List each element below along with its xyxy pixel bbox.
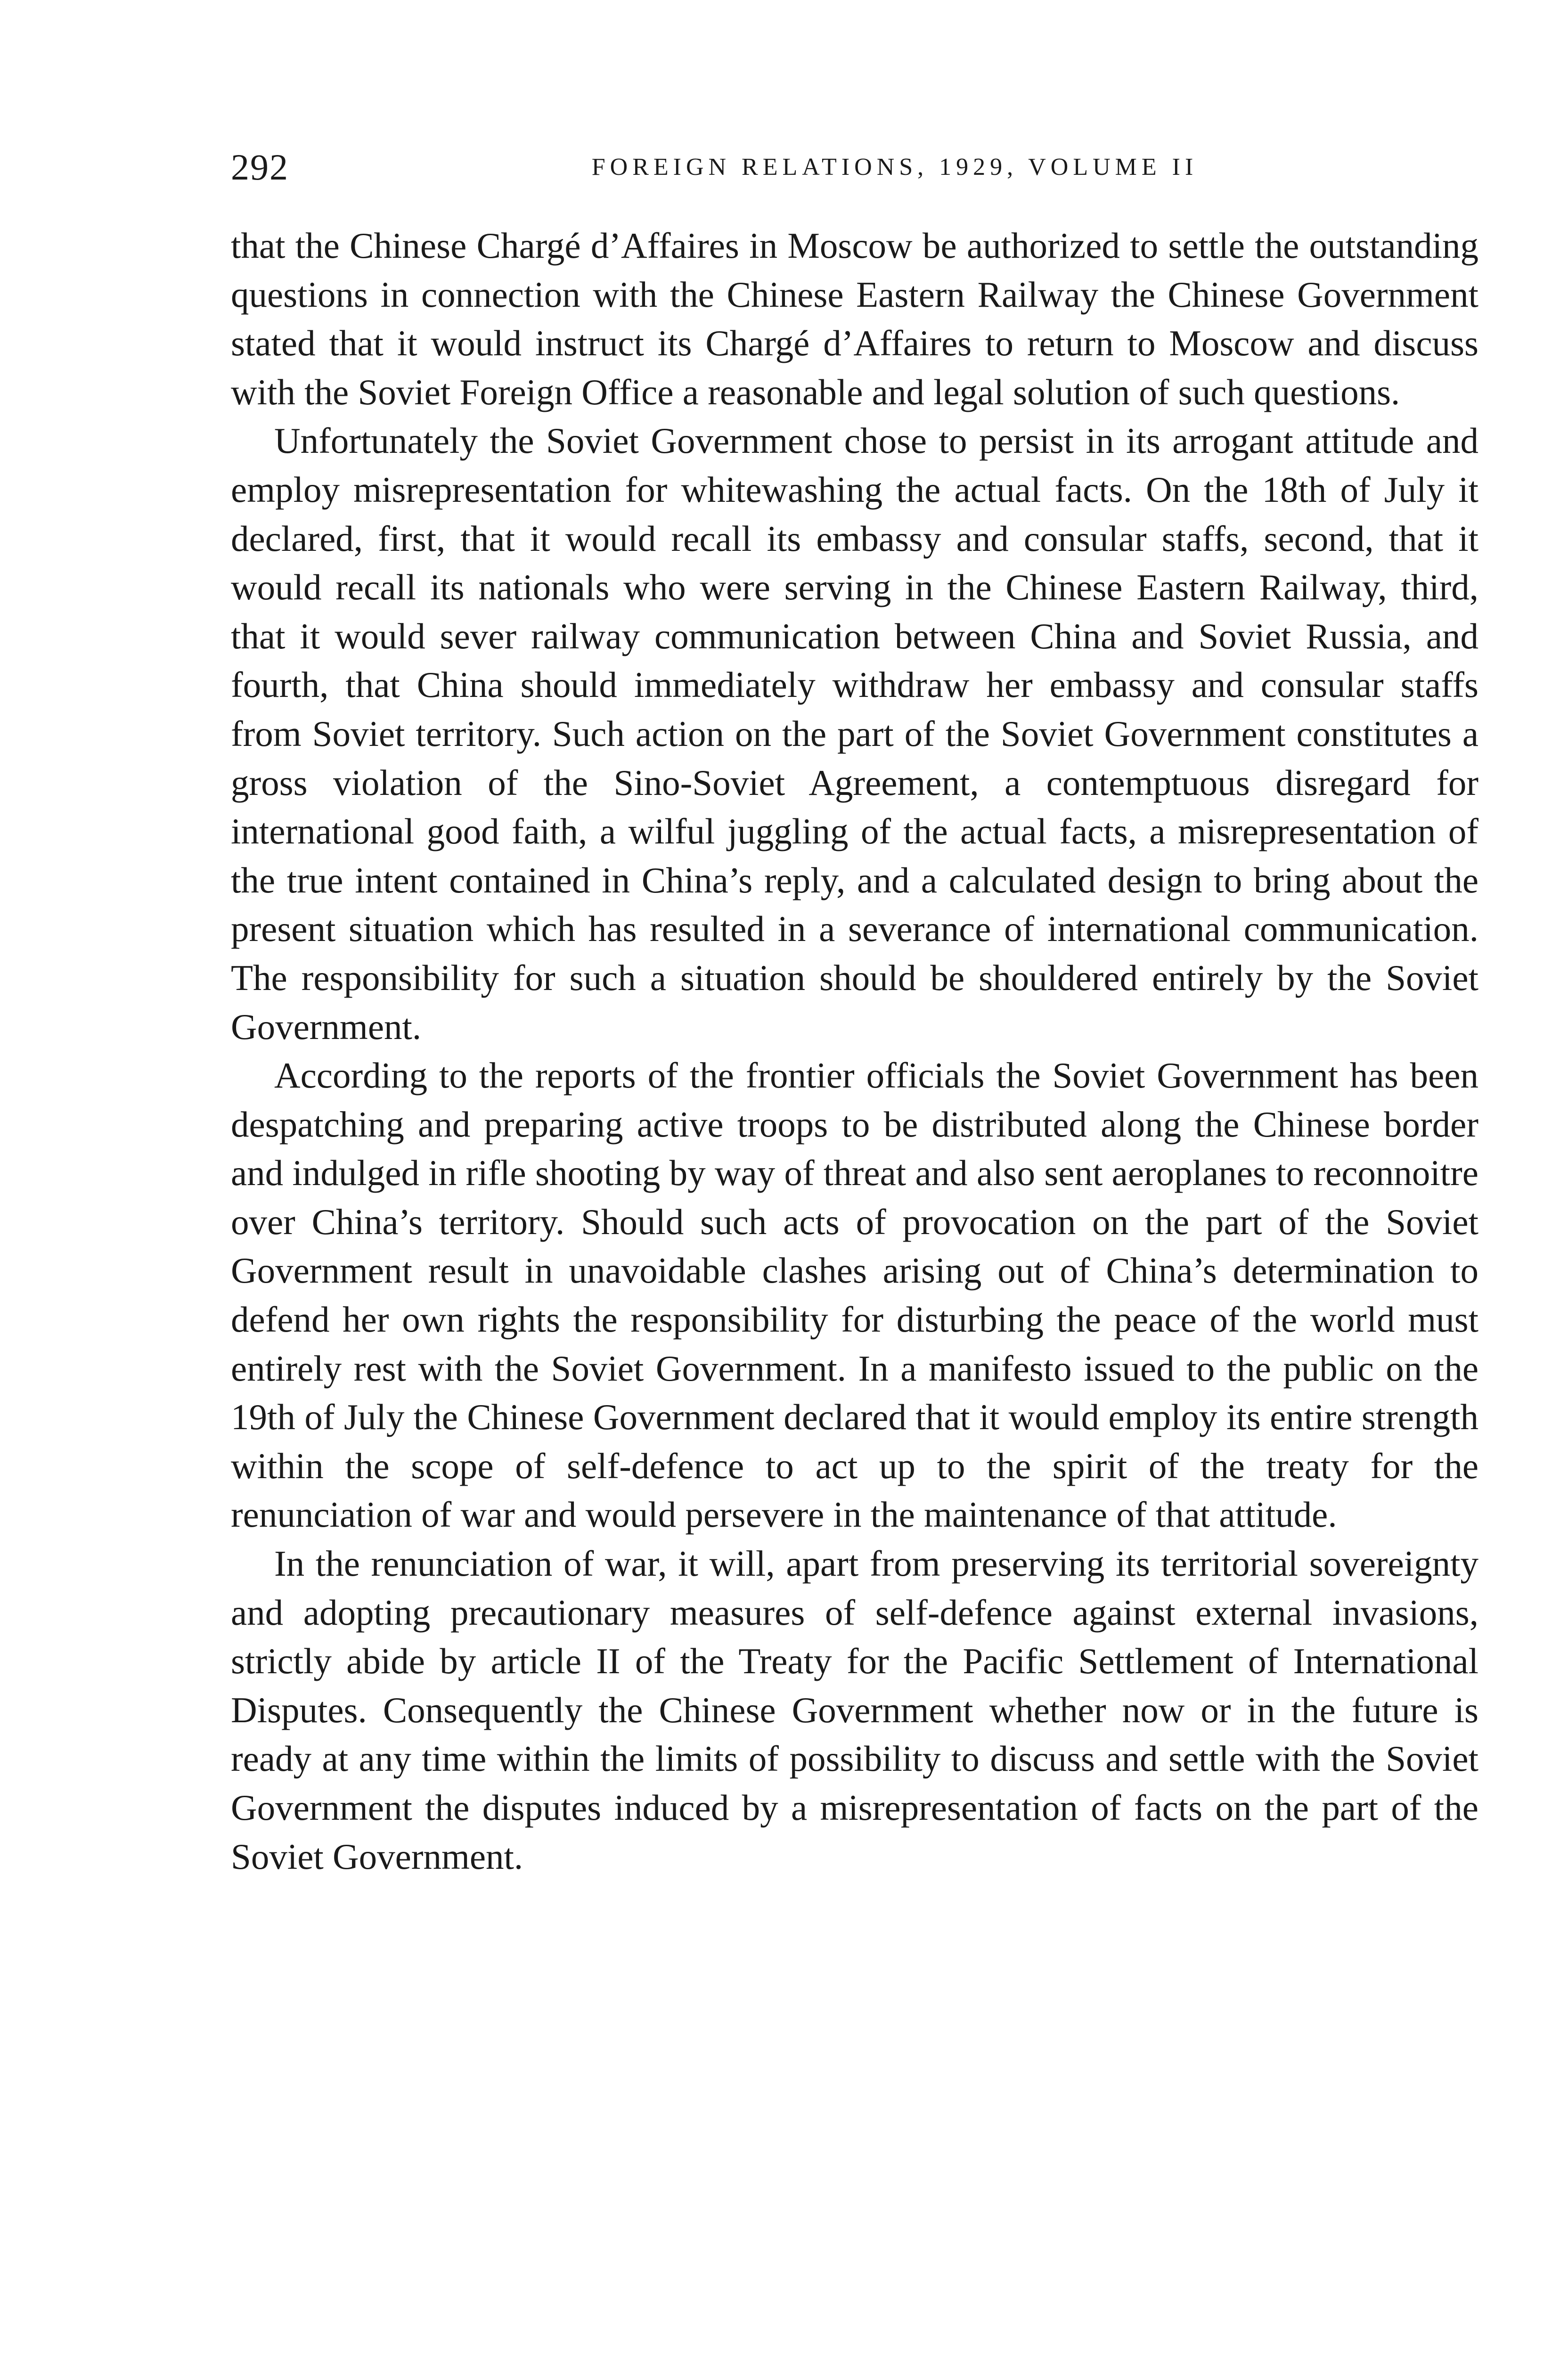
- running-title: FOREIGN RELATIONS, 1929, VOLUME II: [591, 154, 1198, 180]
- paragraph-continuation: that the Chinese Chargé d’Affaires in Moscow be authorized to settle the outstanding questions in connection with the Chinese Eastern Railway the Chinese Government stated that it would instruct its Chargé d’Affaires to return to Moscow and discuss with the Soviet Foreign Office a reasonable and legal solution of such questions.: [231, 225, 1478, 412]
- body-text: [231, 221, 1478, 1881]
- running-head: [231, 141, 1474, 193]
- page-number: 292: [231, 147, 289, 188]
- paragraph-soviet-response: Unfortunately the Soviet Government chose to persist in its arrogant attitude and employ misrepresentation for whitewashing the actual facts. On the 18th of July it declared, first, that it would recall its embassy and consular staffs, second, that it would recall its nationals who were serving in the Chinese Eastern Railway, third, that it would sever railway communication between China and Soviet Russia, and fourth, that China should immediately withdraw her embassy and consular staffs from Soviet territory. Such action on the part of the Soviet Government constitutes a gross violation of the Sino-Soviet Agreement, a contemptuous disregard for international good faith, a wilful juggling of the actual facts, a misrepresentation of the true intent contained in China’s reply, and a calculated design to bring about the present situation which has resulted in a severance of international communication. The responsibility for such a situation should be shouldered entirely by the Soviet Government.: [231, 420, 1478, 1047]
- paragraph-frontier-reports: According to the reports of the frontier officials the Soviet Government has been despatching and preparing active troops to be distributed along the Chinese border and indulged in rifle shooting by way of threat and also sent aeroplanes to reconnoitre over China’s territory. Should such acts of provocation on the part of the Soviet Government result in unavoidable clashes arising out of China’s determination to defend her own rights the responsibility for disturbing the peace of the world must entirely rest with the Soviet Government. In a manifesto issued to the public on the 19th of July the Chinese Government declared that it would employ its entire strength within the scope of self-defence to act up to the spirit of the treaty for the renunciation of war and would persevere in the maintenance of that attitude.: [231, 1055, 1478, 1535]
- paragraph-renunciation-of-war: In the renunciation of war, it will, apart from preserving its territorial sovereignty and adopting precautionary measures of self-defence against external invasions, strictly abide by article II of the Treaty for the Pacific Settlement of International Disputes. Consequently the Chinese Government whether now or in the future is ready at any time within the limits of possibility to discuss and settle with the Soviet Government the disputes induced by a misrepresentation of facts on the part of the Soviet Government.: [231, 1543, 1478, 1877]
